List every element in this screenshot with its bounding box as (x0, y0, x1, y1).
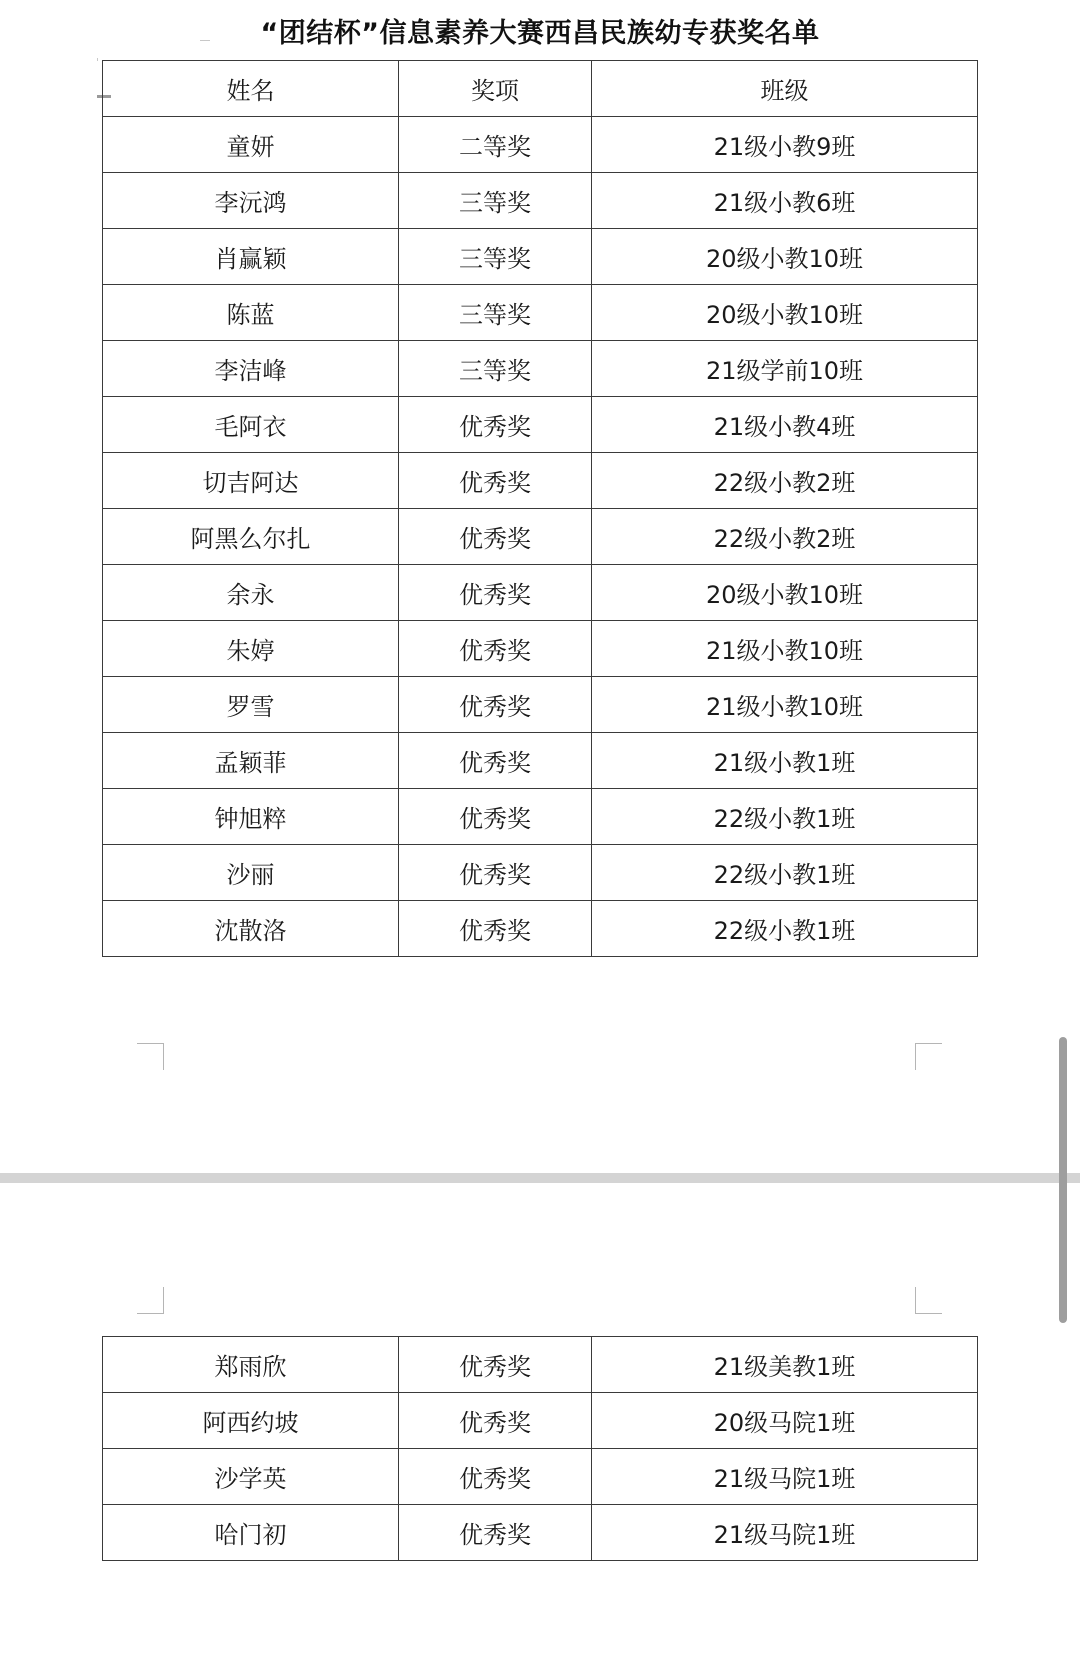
cell-class: 21级学前10班 (592, 341, 978, 397)
page-margin-corner-mark (915, 1287, 942, 1314)
table-row (103, 565, 978, 621)
cell-class: 22级小教2班 (592, 453, 978, 509)
table-row (103, 677, 978, 733)
cell-name: 切吉阿达 (103, 453, 399, 509)
table-row (103, 1449, 978, 1505)
cell-name: 沙学英 (103, 1449, 399, 1505)
cell-class: 21级马院1班 (592, 1449, 978, 1505)
cell-name: 郑雨欣 (103, 1337, 399, 1393)
cell-award: 优秀奖 (399, 1337, 592, 1393)
scan-mark (97, 58, 98, 61)
cell-award: 优秀奖 (399, 1505, 592, 1561)
cell-class: 22级小教1班 (592, 789, 978, 845)
table-row (103, 1393, 978, 1449)
cell-name: 李沅鸿 (103, 173, 399, 229)
cell-class: 21级小教9班 (592, 117, 978, 173)
table-header-row (103, 61, 978, 117)
cell-name: 童妍 (103, 117, 399, 173)
cell-class: 21级小教1班 (592, 733, 978, 789)
cell-award: 优秀奖 (399, 1393, 592, 1449)
cell-class: 21级美教1班 (592, 1337, 978, 1393)
table-row (103, 117, 978, 173)
cell-award: 优秀奖 (399, 845, 592, 901)
table-row (103, 229, 978, 285)
cell-class: 21级小教6班 (592, 173, 978, 229)
cell-name: 钟旭粹 (103, 789, 399, 845)
award-table-bottom (102, 1336, 978, 1561)
table-row (103, 901, 978, 957)
cell-award: 二等奖 (399, 117, 592, 173)
cell-name: 毛阿衣 (103, 397, 399, 453)
cell-class: 21级马院1班 (592, 1505, 978, 1561)
page-margin-corner-mark (137, 1287, 164, 1314)
table-row (103, 789, 978, 845)
cell-class: 20级小教10班 (592, 285, 978, 341)
cell-award: 三等奖 (399, 229, 592, 285)
table-row (103, 1505, 978, 1561)
cell-name: 阿黑么尔扎 (103, 509, 399, 565)
cell-award: 优秀奖 (399, 565, 592, 621)
cell-award: 优秀奖 (399, 789, 592, 845)
cell-class: 20级马院1班 (592, 1393, 978, 1449)
page-margin-corner-mark (915, 1043, 942, 1070)
cell-class: 21级小教10班 (592, 621, 978, 677)
cell-award: 优秀奖 (399, 1449, 592, 1505)
table-row (103, 285, 978, 341)
page-break-gap (0, 1173, 1080, 1183)
page-title: “团结杯”信息素养大赛西昌民族幼专获奖名单 (260, 18, 820, 49)
header-class: 班级 (592, 61, 978, 117)
cell-award: 优秀奖 (399, 733, 592, 789)
cell-award: 优秀奖 (399, 677, 592, 733)
cell-class: 20级小教10班 (592, 565, 978, 621)
cell-name: 陈蓝 (103, 285, 399, 341)
cell-name: 李洁峰 (103, 341, 399, 397)
cell-award: 优秀奖 (399, 509, 592, 565)
header-name: 姓名 (103, 61, 399, 117)
cell-award: 优秀奖 (399, 901, 592, 957)
cell-class: 22级小教1班 (592, 845, 978, 901)
cell-class: 22级小教1班 (592, 901, 978, 957)
table-row (103, 397, 978, 453)
table-row (103, 845, 978, 901)
table-row (103, 453, 978, 509)
cell-award: 优秀奖 (399, 621, 592, 677)
cell-class: 21级小教10班 (592, 677, 978, 733)
page-margin-corner-mark (137, 1043, 164, 1070)
scan-mark (200, 40, 210, 41)
cell-class: 22级小教2班 (592, 509, 978, 565)
cell-name: 肖赢颖 (103, 229, 399, 285)
cell-award: 三等奖 (399, 285, 592, 341)
cell-name: 余永 (103, 565, 399, 621)
cell-class: 20级小教10班 (592, 229, 978, 285)
cell-name: 沙丽 (103, 845, 399, 901)
cell-name: 朱婷 (103, 621, 399, 677)
vertical-scrollbar-thumb[interactable] (1059, 1037, 1067, 1323)
cell-name: 沈散洛 (103, 901, 399, 957)
cell-name: 阿西约坡 (103, 1393, 399, 1449)
table-row (103, 509, 978, 565)
table-row (103, 621, 978, 677)
table-row (103, 173, 978, 229)
cell-name: 哈门初 (103, 1505, 399, 1561)
cell-award: 优秀奖 (399, 397, 592, 453)
table-row (103, 733, 978, 789)
cell-name: 孟颖菲 (103, 733, 399, 789)
cell-name: 罗雪 (103, 677, 399, 733)
cell-award: 三等奖 (399, 341, 592, 397)
table-row (103, 341, 978, 397)
header-award: 奖项 (399, 61, 592, 117)
table-row (103, 1337, 978, 1393)
cell-award: 三等奖 (399, 173, 592, 229)
cell-award: 优秀奖 (399, 453, 592, 509)
award-table-top (102, 60, 978, 957)
cell-class: 21级小教4班 (592, 397, 978, 453)
